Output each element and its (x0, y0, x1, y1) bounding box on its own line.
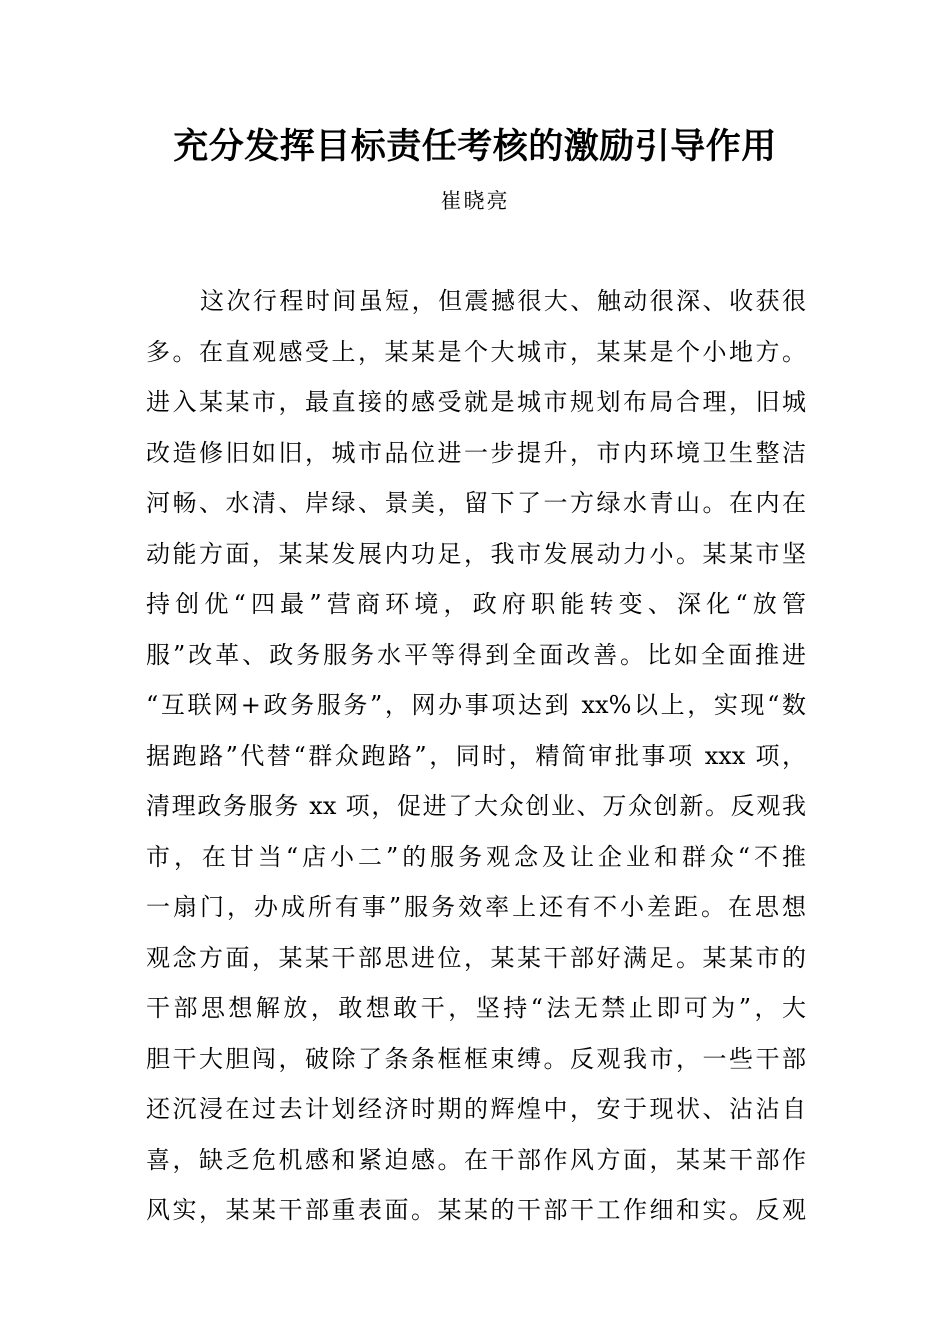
body-line: 一扇门，办成所有事”服务效率上还有不小差距。在思想 (146, 893, 806, 921)
body-line: 进入某某市，最直接的感受就是城市规划布局合理，旧城 (146, 388, 806, 416)
document-body (146, 276, 806, 1236)
body-line: 观念方面，某某干部思进位，某某干部好满足。某某市的 (146, 943, 806, 972)
body-line: 还沉浸在过去计划经济时期的辉煌中，安于现状、沾沾自 (146, 1095, 806, 1123)
body-line: 风实，某某干部重表面。某某的干部干工作细和实。反观 (146, 1196, 806, 1224)
body-line: 胆干大胆闯，破除了条条框框束缚。反观我市，一些干部 (146, 1044, 806, 1073)
body-line: 清理政务服务 xx 项，促进了大众创业、万众创新。反观我 (146, 792, 806, 820)
body-line: 动能方面，某某发展内功足，我市发展动力小。某某市坚 (146, 539, 806, 568)
body-line: 改造修旧如旧，城市品位进一步提升，市内环境卫生整洁 (146, 438, 806, 467)
body-line: 市，在甘当“店小二”的服务观念及让企业和群众“不推 (146, 842, 806, 871)
body-line: 持创优“四最”营商环境，政府职能转变、深化“放管 (146, 590, 806, 618)
body-line: 多。在直观感受上，某某是个大城市，某某是个小地方。 (146, 337, 806, 366)
document-title: 充分发挥目标责任考核的激励引导作用 (173, 126, 777, 167)
body-line: 干部思想解放，敢想敢干，坚持“法无禁止即可为”，大 (146, 994, 806, 1022)
body-line: 这次行程时间虽短，但震撼很大、触动很深、收获很 (200, 287, 806, 315)
document-author: 崔晓亮 (440, 189, 510, 213)
body-line: 服”改革、政务服务水平等得到全面改善。比如全面推进 (146, 640, 806, 669)
body-line: 喜，缺乏危机感和紧迫感。在干部作风方面，某某干部作 (146, 1145, 806, 1174)
body-line: 河畅、水清、岸绿、景美，留下了一方绿水青山。在内在 (146, 489, 806, 517)
body-line: “互联网+政务服务”，网办事项达到 xx%以上，实现“数 (146, 691, 806, 719)
body-line: 据跑路”代替“群众跑路”，同时，精简审批事项 xxx 项， (146, 741, 806, 770)
